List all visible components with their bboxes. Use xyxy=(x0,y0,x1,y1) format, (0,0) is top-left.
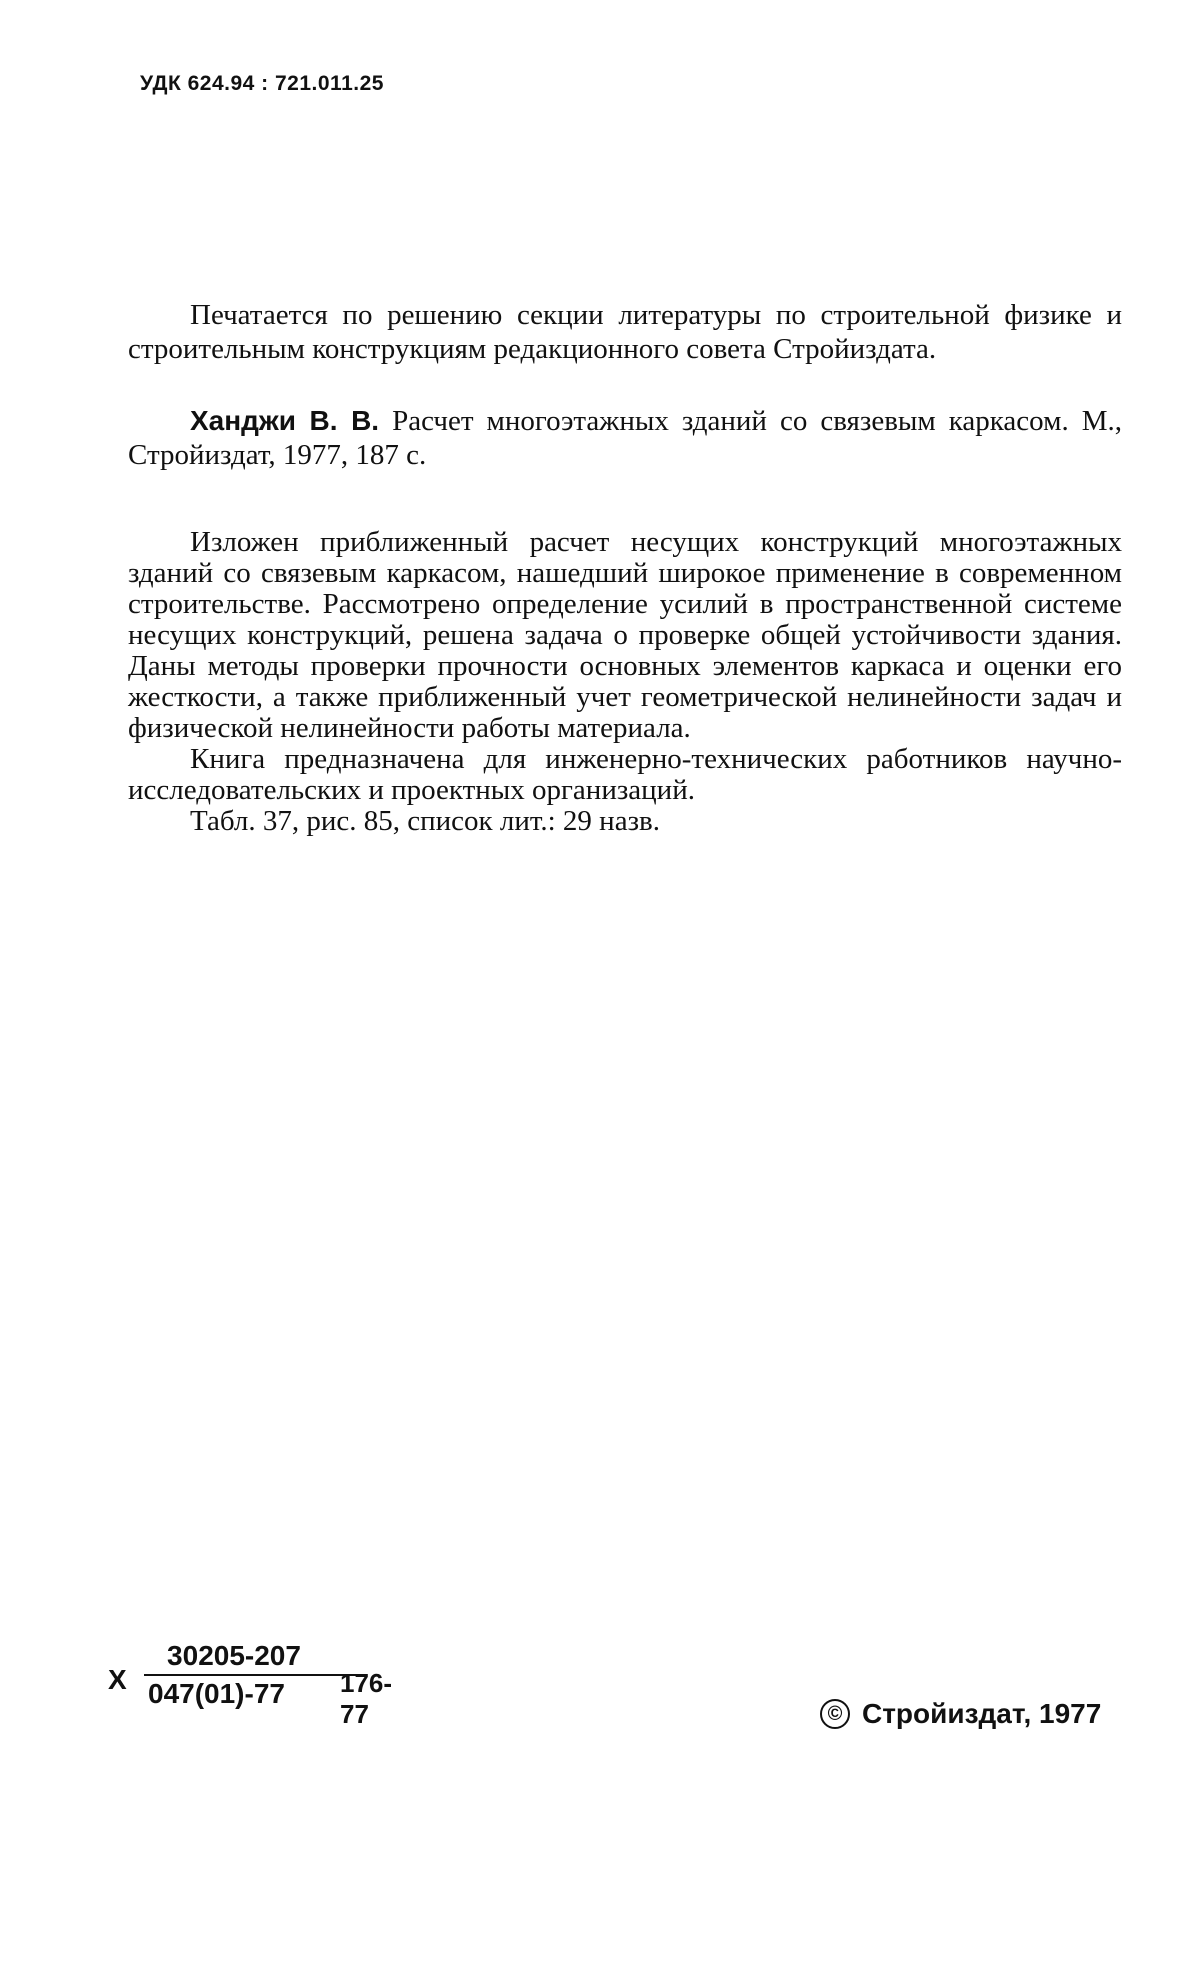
index-order-number: 176-77 xyxy=(340,1668,393,1729)
abstract xyxy=(128,527,1122,837)
publication-notice xyxy=(128,298,1122,366)
bibliographic-citation xyxy=(128,404,1122,472)
index-denominator: 047(01)-77 xyxy=(148,1678,285,1709)
copyright-icon: © xyxy=(820,1699,850,1729)
abstract-paragraph-3: Табл. 37, рис. 85, список лит.: 29 назв. xyxy=(190,805,660,837)
citation-text: Расчет многоэтажных зданий со связевым каркасом. М., Стройиздат, 1977, 187 с. xyxy=(128,405,1123,471)
index-letter: Х xyxy=(108,1664,127,1695)
index-numerator: 30205-207 xyxy=(167,1640,301,1671)
index-fraction xyxy=(144,1640,324,1710)
citation-author: Ханджи В. В. xyxy=(190,405,380,436)
notice-text: Печатается по решению секции литературы по строительной физике и строительным конструкциям редакционного совета Стройиздата. xyxy=(128,299,1122,365)
citation-paragraph xyxy=(128,404,1122,472)
copyright-text: Стройиздат, 1977 xyxy=(862,1698,1102,1729)
abstract-paragraph-2: Книга предназначена для инженерно-технических работников научно-исследовательских и проектных организаций. xyxy=(128,743,1122,806)
abstract-paragraph-1: Изложен приближенный расчет несущих конструкций многоэтажных зданий со связевым каркасом, нашедший широкое применение в современном строительстве. Рассмотрено определение усилий в пространственной системе несущих конструкций, решена задача о проверке общей устойчивости здания. Даны методы проверки прочности основных элементов каркаса и оценки его жесткости, а также приближенный учет геометрической нелинейности задач и физической нелинейности работы материала. xyxy=(128,526,1122,744)
copyright-line xyxy=(820,1698,1101,1730)
udk-code: УДК 624.94 : 721.011.25 xyxy=(140,72,384,95)
